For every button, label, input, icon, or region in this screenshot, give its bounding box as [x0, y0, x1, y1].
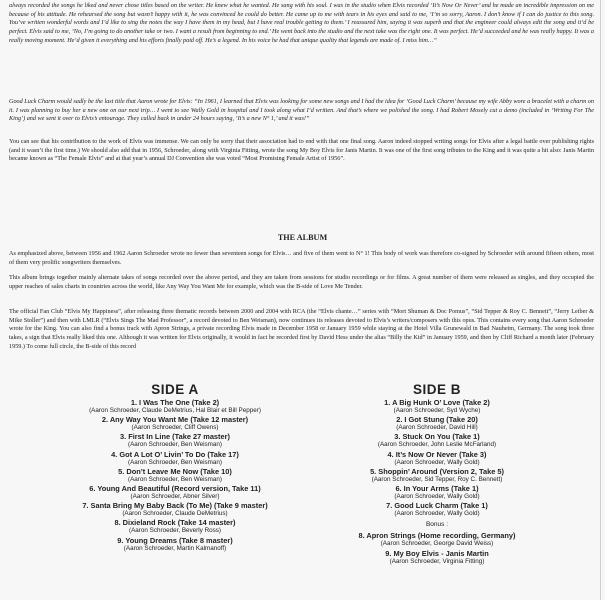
intro-quote-paragraph: always recorded the songs he liked and never chose titles based on the writer. He knew what he wanted. He sang with his soul. I was in the studio when Elvis recorded ‘It’s Now Or Never’ and he made an incredible impression on me because of his attitude. He rehearsed the song but wasn’t happy with it, he was convinced he could do better. He came up to me with tears in his eyes and said to me, ‘I’m so sorry, Aaron. I don’t know if I can do justice to this song. You’ve written wonderful words and I’d like to sing the notes the way I have them in my head, but I have real trouble getting to them.’ I reassured him, saying it was superb and that the engineer could always edit the song and it’d be perfect. Elvis said to me, ‘No, I’m going to do another take or two. I want a result from beginning to end.’ He went back into the studio and the next take was the right one. It was perfect. He’d succeeded and he was really happy. It was a really moving moment. He’d given it everything and his efforts finally paid off. He’s a legend. In his voice he had that unique quality that legends are made of. I miss him…”	[9, 2, 594, 44]
track-credit: (Aaron Schroeder, Sid Tepper, Roy C. Bennett)	[371, 475, 503, 483]
side-a-tracklist	[40, 381, 310, 553]
track-item	[302, 484, 572, 501]
track-item	[302, 549, 572, 566]
track-credit: (Aaron Schroeder, Claude DeMetrius, Hal Blair et Bill Pepper)	[89, 407, 261, 414]
track-credit: (Aaron Schroeder, David Hill)	[396, 424, 478, 432]
track-title: 1. A Big Hunk O’ Love (Take 2)	[384, 398, 490, 407]
track-item	[302, 467, 572, 484]
track-title: 2. Any Way You Want Me (Take 12 master)	[101, 415, 249, 425]
track-item	[40, 432, 310, 449]
track-credit: (Aaron Schroeder, Claude DeMetrius)	[122, 510, 228, 518]
track-credit: (Aaron Schroeder, Wally Gold)	[394, 492, 480, 500]
bonus-label: Bonus :	[425, 521, 449, 529]
track-title: 5. Shoppin’ Around (Version 2, Take 5)	[370, 466, 504, 476]
track-title: 6. In Your Arms (Take 1)	[395, 483, 479, 493]
album-paragraph-3: The official Fan Club “Elvis My Happiness”, after releasing three thematic records between 2000 and 2004 with RCA (the “Elvis chante…” series with “Mort Shuman & Doc Pomus”, “Sid Tepper & Roy C. Bennett”, “Jerry Leiber & Mike Stoller”) and then with LMLR (“Elvis Sings The Mad Professor”, a record devoted to Ben Weisman), now continues its releases devoted to Elvis’s writers/composers with this opus. This contains every song that Aaron Schroeder wrote for the King. You can also find a bonus track with Apron Strings, a private recording Elvis made in December 1958 or January 1959 while staying at the Hotel Villa Grunewald in Bad Nauheim, Germany. The song took three takes, a sign that Elvis really liked this one. Although it was written for Elvis originally, it would in fact be recorded first by David Hess under the alias “Billy the Kid” in January 1959, and then by Cliff Richard a month later (February 1959.) To come full circle, the B-side of this record	[9, 308, 594, 350]
track-title: 6. Young And Beautiful (Record version, Take 11)	[89, 483, 261, 493]
track-credit: (Aaron Schroeder, Wally Gold)	[394, 510, 480, 518]
track-title: 2. I Got Stung (Take 20)	[396, 415, 478, 425]
track-item	[302, 450, 572, 467]
track-title: 3. Stuck On You (Take 1)	[394, 432, 480, 442]
track-credit: (Aaron Schroeder, Cliff Owens)	[131, 424, 219, 432]
side-b-tracklist	[302, 381, 572, 566]
album-heading: THE ALBUM	[277, 233, 328, 242]
track-title: 9. My Boy Elvis - Janis Martin	[385, 548, 489, 558]
album-paragraph-1: As emphasized above, between 1956 and 1962 Aaron Schroeder wrote no fewer than seventeen songs for Elvis… and five of them went to N° 1! This body of work was therefore co-signed by Schroeder with around fifteen others, most of them very prolific songwriters themselves.	[9, 250, 594, 266]
track-title: 4. It’s Now Or Never (Take 3)	[387, 449, 487, 459]
track-item	[40, 501, 310, 518]
track-credit: (Aaron Schroeder, Martin Kalmanoff)	[123, 544, 227, 552]
track-credit: (Aaron Schroeder, Ben Weisman)	[127, 441, 223, 449]
track-item	[302, 531, 572, 548]
track-credit: (Aaron Schroeder, Virginia Fitting)	[389, 557, 485, 565]
track-title: 9. Young Dreams (Take 8 master)	[117, 535, 233, 545]
track-title: 5. Don’t Leave Me Now (Take 10)	[118, 466, 232, 476]
track-title: 3. First In Line (Take 27 master)	[120, 432, 230, 442]
track-credit: (Aaron Schroeder, Ben Weisman)	[127, 458, 223, 466]
track-item	[40, 450, 310, 467]
track-credit: (Aaron Schroeder, Abner Silver)	[130, 492, 220, 500]
track-title: 8. Apron Strings (Home recording, Germany)	[358, 531, 516, 541]
track-title: 8. Dixieland Rock (Take 14 master)	[114, 518, 236, 528]
track-credit: (Aaron Schroeder, Ben Weisman)	[127, 475, 223, 483]
page-edge-line	[600, 0, 601, 600]
track-item	[40, 398, 310, 415]
track-item	[40, 536, 310, 553]
track-item	[302, 432, 572, 449]
track-title: 7. Santa Bring My Baby Back (To Me) (Take 9 master)	[82, 501, 268, 511]
track-title: 7. Good Luck Charm (Take 1)	[386, 501, 488, 511]
album-paragraph-2: This album brings together mainly alternate takes of songs recorded over the above period, and they are taken from sessions for studio recordings or for films. A great number of them were released as singles, and they occupied the upper reaches of sales charts in countries across the world, like Any Way You Want Me for example, which was the B-side of Love Me Tender.	[9, 274, 594, 290]
conclusion-paragraph: You can see that his contribution to the work of Elvis was immense. We can only be sorry that their association had to end with that one final song. Aaron indeed stopped writing songs for Elvis after a legal battle over publishing rights (and it wasn’t the first time.) We should also add that in 1956, Schroeder, along with Virginia Fitting, wrote the song My Boy Elvis for Janis Martin. It was one of the first song tributes to the King and it was quite a hit also: Janis Martin became known as “The Female Elvis” and at that year’s annual DJ Convention she was voted “Most Promising Female Artist of 1956”.	[9, 138, 594, 163]
track-credit: (Aaron Schroeder, Wally Gold)	[394, 458, 480, 466]
track-title: 4. Got A Lot O’ Livin’ To Do (Take 17)	[111, 449, 239, 459]
good-luck-charm-paragraph: Good Luck Charm would sadly be the last title that Aaron wrote for Elvis: “In 1961, I learned that Elvis was looking for some new songs and I had the idea for ‘Good Luck Charm’ because my wife Abby wore a bracelet with a charm on it. I was planning to buy her a new one on our next trip… I went to see Wally Gold in hospital and I took along what I’d written. And that’s where we polished the song. I had Robert Mosely cut a demo (included in ‘Writing For The King’) and we sent it over to Elvis’s entourage. They called back in under 24 hours saying, ‘It’s a new N° 1,’ and it was!”	[9, 98, 594, 123]
track-item	[302, 501, 572, 518]
track-credit: (Aaron Schroeder, John Leslie McFarland)	[377, 441, 497, 449]
track-credit: (Aaron Schroeder, George David Weiss)	[380, 540, 494, 548]
track-credit: (Aaron Schroeder, Syd Wyche)	[393, 407, 481, 414]
track-item	[40, 484, 310, 501]
track-title: 1. I Was The One (Take 2)	[130, 398, 220, 407]
track-item	[302, 398, 572, 415]
track-credit: (Aaron Schroeder, Beverly Ross)	[128, 527, 222, 535]
side-a-title: SIDE A	[151, 382, 199, 397]
track-item	[302, 415, 572, 432]
side-b-title: SIDE B	[412, 382, 461, 397]
track-item	[40, 467, 310, 484]
track-item	[40, 518, 310, 535]
track-item	[40, 415, 310, 432]
